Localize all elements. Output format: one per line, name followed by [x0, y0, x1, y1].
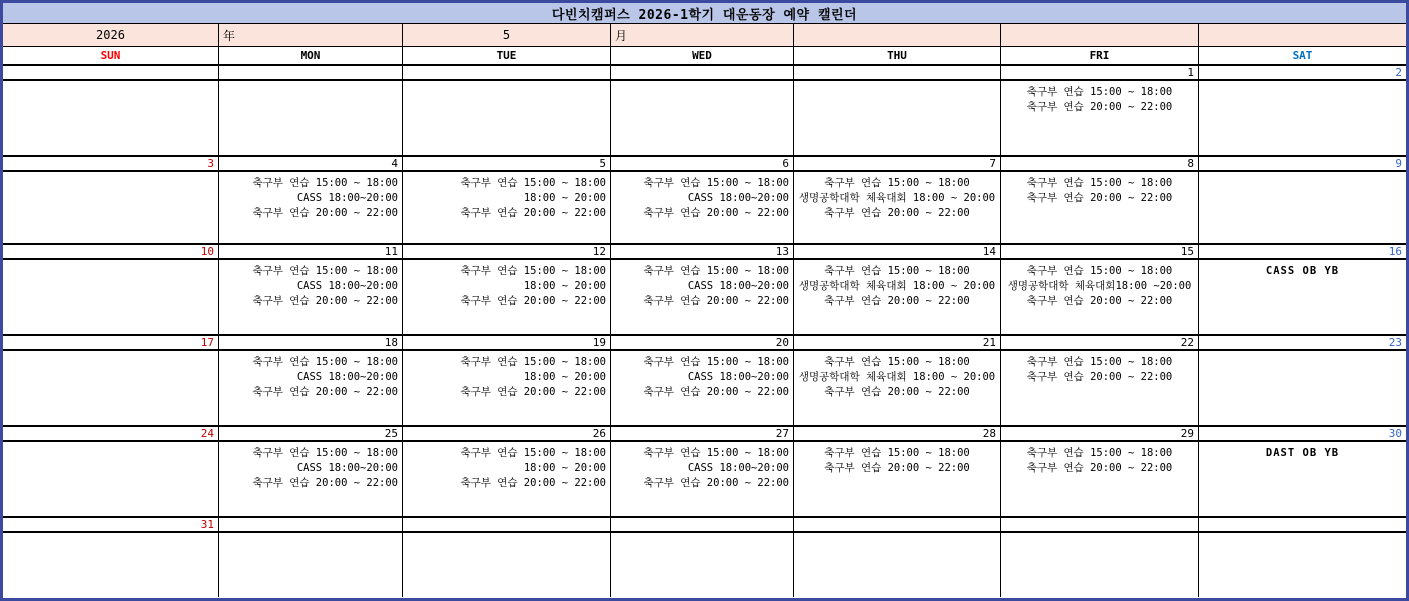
day-number	[219, 66, 402, 81]
day-cell[interactable]	[1001, 518, 1199, 597]
event-text: 18:00 ~ 20:00	[523, 192, 606, 204]
event-text: 축구부 연습 20:00 ~ 22:00	[643, 477, 789, 489]
month-value-cell	[403, 24, 611, 46]
day-cell[interactable]	[403, 66, 611, 155]
event-text: 18:00 ~ 20:00	[523, 462, 606, 474]
day-events	[1001, 172, 1198, 243]
day-cell[interactable]	[1001, 245, 1199, 334]
day-events	[219, 81, 402, 155]
ym-blank-sat	[1199, 24, 1406, 46]
event-text: 축구부 연습 20:00 ~ 22:00	[1026, 371, 1173, 383]
day-events	[1001, 351, 1198, 425]
ym-blank-thu	[794, 24, 1001, 46]
day-events	[1001, 442, 1198, 516]
day-number: 11	[219, 245, 402, 260]
day-cell[interactable]	[219, 518, 403, 597]
day-events	[219, 442, 402, 516]
event-text: 축구부 연습 20:00 ~ 22:00	[460, 386, 606, 398]
day-number	[403, 66, 610, 81]
day-cell[interactable]	[1199, 427, 1406, 516]
day-number: 22	[1001, 336, 1198, 351]
year-month-row	[3, 24, 1406, 47]
event-text: 축구부 연습 20:00 ~ 22:00	[643, 386, 789, 398]
day-number	[3, 66, 218, 81]
day-cell[interactable]	[3, 245, 219, 334]
event-text: 축구부 연습 15:00 ~ 18:00	[460, 447, 606, 459]
day-cell[interactable]	[794, 157, 1001, 243]
day-events	[3, 351, 218, 425]
day-number: 8	[1001, 157, 1198, 172]
day-events	[794, 351, 1000, 425]
page-title: 다빈치캠퍼스 2026-1학기 대운동장 예약 캘린더	[551, 7, 858, 23]
event-text: 축구부 연습 15:00 ~ 18:00	[252, 265, 398, 277]
event-text: 축구부 연습 20:00 ~ 22:00	[643, 295, 789, 307]
day-events	[403, 442, 610, 516]
day-number: 21	[794, 336, 1000, 351]
event-text: 축구부 연습 15:00 ~ 18:00	[252, 447, 398, 459]
day-events	[794, 442, 1000, 516]
day-number	[794, 66, 1000, 81]
day-cell[interactable]	[219, 336, 403, 425]
week-row	[3, 66, 1406, 157]
day-events	[1001, 533, 1198, 597]
day-events	[219, 260, 402, 334]
week-row	[3, 518, 1406, 597]
day-number: 15	[1001, 245, 1198, 260]
day-cell[interactable]	[1199, 245, 1406, 334]
event-text: 축구부 연습 15:00 ~ 18:00	[252, 356, 398, 368]
event-text: 축구부 연습 15:00 ~ 18:00	[1026, 265, 1173, 277]
event-text: 축구부 연습 20:00 ~ 22:00	[1026, 295, 1173, 307]
event-text: 축구부 연습 20:00 ~ 22:00	[1026, 192, 1173, 204]
day-number: 7	[794, 157, 1000, 172]
day-number: 20	[611, 336, 793, 351]
day-number	[1001, 518, 1198, 533]
event-text: CASS 18:00~20:00	[687, 280, 789, 292]
day-number: 1	[1001, 66, 1198, 81]
day-cell[interactable]	[403, 427, 611, 516]
day-cell[interactable]	[403, 245, 611, 334]
day-number	[219, 518, 402, 533]
day-number: 26	[403, 427, 610, 442]
day-number: 3	[3, 157, 218, 172]
month-label: 月	[615, 28, 628, 43]
day-number: 16	[1199, 245, 1406, 260]
event-text: 축구부 연습 20:00 ~ 22:00	[824, 462, 970, 474]
day-cell[interactable]	[611, 157, 794, 243]
day-number	[403, 518, 610, 533]
day-number	[611, 518, 793, 533]
event-text: 18:00 ~ 20:00	[523, 280, 606, 292]
day-cell[interactable]	[794, 336, 1001, 425]
day-cell[interactable]	[403, 336, 611, 425]
day-events	[611, 172, 793, 243]
day-events	[3, 533, 218, 597]
day-events	[1199, 442, 1406, 516]
day-number: 24	[3, 427, 218, 442]
day-events	[1199, 533, 1406, 597]
day-events	[794, 81, 1000, 155]
event-text: 축구부 연습 15:00 ~ 18:00	[1026, 356, 1173, 368]
day-events	[611, 81, 793, 155]
day-cell[interactable]	[219, 157, 403, 243]
day-number: 6	[611, 157, 793, 172]
event-text: 축구부 연습 15:00 ~ 18:00	[460, 356, 606, 368]
day-cell[interactable]	[794, 518, 1001, 597]
day-events	[611, 533, 793, 597]
day-number: 18	[219, 336, 402, 351]
event-text: DAST OB YB	[1265, 447, 1340, 459]
day-cell[interactable]	[611, 518, 794, 597]
day-cell[interactable]	[611, 336, 794, 425]
day-cell[interactable]	[1199, 518, 1406, 597]
day-cell[interactable]	[1199, 66, 1406, 155]
day-events	[1199, 81, 1406, 155]
event-text: 축구부 연습 20:00 ~ 22:00	[824, 386, 970, 398]
event-text: 축구부 연습 15:00 ~ 18:00	[643, 265, 789, 277]
day-events	[1199, 260, 1406, 334]
day-cell[interactable]	[3, 66, 219, 155]
calendar-title	[3, 3, 1406, 24]
day-cell[interactable]	[3, 518, 219, 597]
day-cell[interactable]	[219, 427, 403, 516]
weekday-sat: SAT	[1292, 49, 1313, 62]
day-cell[interactable]	[611, 427, 794, 516]
day-number: 5	[403, 157, 610, 172]
weekday-header-row	[3, 47, 1406, 66]
event-text: 축구부 연습 15:00 ~ 18:00	[1026, 177, 1173, 189]
event-text: 축구부 연습 15:00 ~ 18:00	[643, 177, 789, 189]
event-text: CASS 18:00~20:00	[687, 371, 789, 383]
day-number: 2	[1199, 66, 1406, 81]
day-cell[interactable]	[3, 336, 219, 425]
event-text: 축구부 연습 20:00 ~ 22:00	[1026, 101, 1173, 113]
year-label: 年	[223, 28, 236, 43]
day-events	[1001, 260, 1198, 334]
event-text: CASS 18:00~20:00	[687, 192, 789, 204]
event-text: CASS 18:00~20:00	[687, 462, 789, 474]
event-text: 축구부 연습 15:00 ~ 18:00	[824, 356, 970, 368]
day-events	[403, 172, 610, 243]
day-cell[interactable]	[794, 66, 1001, 155]
week-row	[3, 245, 1406, 336]
day-number: 12	[403, 245, 610, 260]
event-text: 축구부 연습 15:00 ~ 18:00	[643, 447, 789, 459]
event-text: CASS 18:00~20:00	[296, 371, 398, 383]
ym-blank-fri	[1001, 24, 1199, 46]
day-cell[interactable]	[1199, 157, 1406, 243]
event-text: 축구부 연습 20:00 ~ 22:00	[252, 386, 398, 398]
event-text: 축구부 연습 15:00 ~ 18:00	[1026, 86, 1173, 98]
day-number: 27	[611, 427, 793, 442]
day-events	[794, 260, 1000, 334]
weekday-tue: TUE	[403, 47, 611, 64]
day-cell[interactable]	[1001, 66, 1199, 155]
event-text: 축구부 연습 15:00 ~ 18:00	[460, 177, 606, 189]
weekday-sun: SUN	[3, 47, 219, 64]
day-number: 14	[794, 245, 1000, 260]
event-text: 축구부 연습 20:00 ~ 22:00	[252, 207, 398, 219]
day-number: 19	[403, 336, 610, 351]
event-text: 생명공학대학 체육대회18:00 ~20:00	[1007, 280, 1192, 292]
event-text: 축구부 연습 15:00 ~ 18:00	[643, 356, 789, 368]
event-text: 생명공학대학 체육대회 18:00 ~ 20:00	[798, 192, 996, 204]
day-events	[219, 351, 402, 425]
event-text: 축구부 연습 20:00 ~ 22:00	[460, 295, 606, 307]
day-cell[interactable]	[794, 245, 1001, 334]
day-cell[interactable]	[403, 157, 611, 243]
event-text: 축구부 연습 20:00 ~ 22:00	[252, 295, 398, 307]
day-number: 28	[794, 427, 1000, 442]
day-number: 4	[219, 157, 402, 172]
year-value-cell	[3, 24, 219, 46]
calendar-body	[3, 66, 1406, 597]
event-text: CASS 18:00~20:00	[296, 192, 398, 204]
weekday-wed: WED	[611, 47, 794, 64]
event-text: 축구부 연습 20:00 ~ 22:00	[460, 477, 606, 489]
day-events	[3, 442, 218, 516]
day-number: 13	[611, 245, 793, 260]
day-events	[219, 172, 402, 243]
weekday-thu: THU	[794, 47, 1001, 64]
day-events	[611, 351, 793, 425]
day-number	[794, 518, 1000, 533]
month-value: 5	[502, 28, 511, 42]
event-text: 축구부 연습 15:00 ~ 18:00	[1026, 447, 1173, 459]
day-number: 29	[1001, 427, 1198, 442]
day-number	[611, 66, 793, 81]
day-cell[interactable]	[1001, 427, 1199, 516]
event-text: 축구부 연습 20:00 ~ 22:00	[1026, 462, 1173, 474]
week-row	[3, 157, 1406, 245]
day-events	[794, 533, 1000, 597]
day-events	[403, 351, 610, 425]
weekday-fri: FRI	[1001, 47, 1199, 64]
event-text: CASS 18:00~20:00	[296, 280, 398, 292]
day-cell[interactable]	[1199, 336, 1406, 425]
day-events	[1199, 172, 1406, 243]
event-text: 축구부 연습 20:00 ~ 22:00	[252, 477, 398, 489]
day-events	[219, 533, 402, 597]
day-cell[interactable]	[1001, 157, 1199, 243]
event-text: CASS 18:00~20:00	[296, 462, 398, 474]
day-events	[3, 260, 218, 334]
event-text: 축구부 연습 20:00 ~ 22:00	[824, 295, 970, 307]
day-number: 17	[3, 336, 218, 351]
event-text: 축구부 연습 15:00 ~ 18:00	[824, 265, 970, 277]
event-text: 18:00 ~ 20:00	[523, 371, 606, 383]
event-text: 축구부 연습 20:00 ~ 22:00	[643, 207, 789, 219]
day-events	[611, 260, 793, 334]
day-cell[interactable]	[403, 518, 611, 597]
day-cell[interactable]	[794, 427, 1001, 516]
day-events	[1199, 351, 1406, 425]
event-text: 축구부 연습 15:00 ~ 18:00	[252, 177, 398, 189]
day-events	[1001, 81, 1198, 155]
day-cell[interactable]	[3, 427, 219, 516]
day-cell[interactable]	[3, 157, 219, 243]
year-value: 2026	[96, 28, 125, 42]
event-text: 축구부 연습 15:00 ~ 18:00	[460, 265, 606, 277]
day-number	[1199, 518, 1406, 533]
day-cell[interactable]	[219, 66, 403, 155]
event-text: 축구부 연습 20:00 ~ 22:00	[460, 207, 606, 219]
day-events	[3, 81, 218, 155]
day-cell[interactable]	[611, 66, 794, 155]
day-number: 25	[219, 427, 402, 442]
day-number: 23	[1199, 336, 1406, 351]
event-text: 축구부 연습 15:00 ~ 18:00	[824, 177, 970, 189]
event-text: 축구부 연습 15:00 ~ 18:00	[824, 447, 970, 459]
month-label-cell	[611, 24, 794, 46]
week-row	[3, 336, 1406, 427]
day-number: 31	[3, 518, 218, 533]
day-events	[403, 533, 610, 597]
event-text: 생명공학대학 체육대회 18:00 ~ 20:00	[798, 280, 996, 292]
day-events	[403, 260, 610, 334]
day-number: 30	[1199, 427, 1406, 442]
event-text: 축구부 연습 20:00 ~ 22:00	[824, 207, 970, 219]
day-events	[611, 442, 793, 516]
weekday-mon: MON	[219, 47, 403, 64]
day-cell[interactable]	[611, 245, 794, 334]
event-text: 생명공학대학 체육대회 18:00 ~ 20:00	[798, 371, 996, 383]
event-text: CASS OB YB	[1265, 265, 1340, 277]
day-number: 9	[1199, 157, 1406, 172]
day-events	[3, 172, 218, 243]
day-cell[interactable]	[219, 245, 403, 334]
day-events	[403, 81, 610, 155]
year-label-cell	[219, 24, 403, 46]
week-row	[3, 427, 1406, 518]
day-events	[794, 172, 1000, 243]
day-cell[interactable]	[1001, 336, 1199, 425]
day-number: 10	[3, 245, 218, 260]
